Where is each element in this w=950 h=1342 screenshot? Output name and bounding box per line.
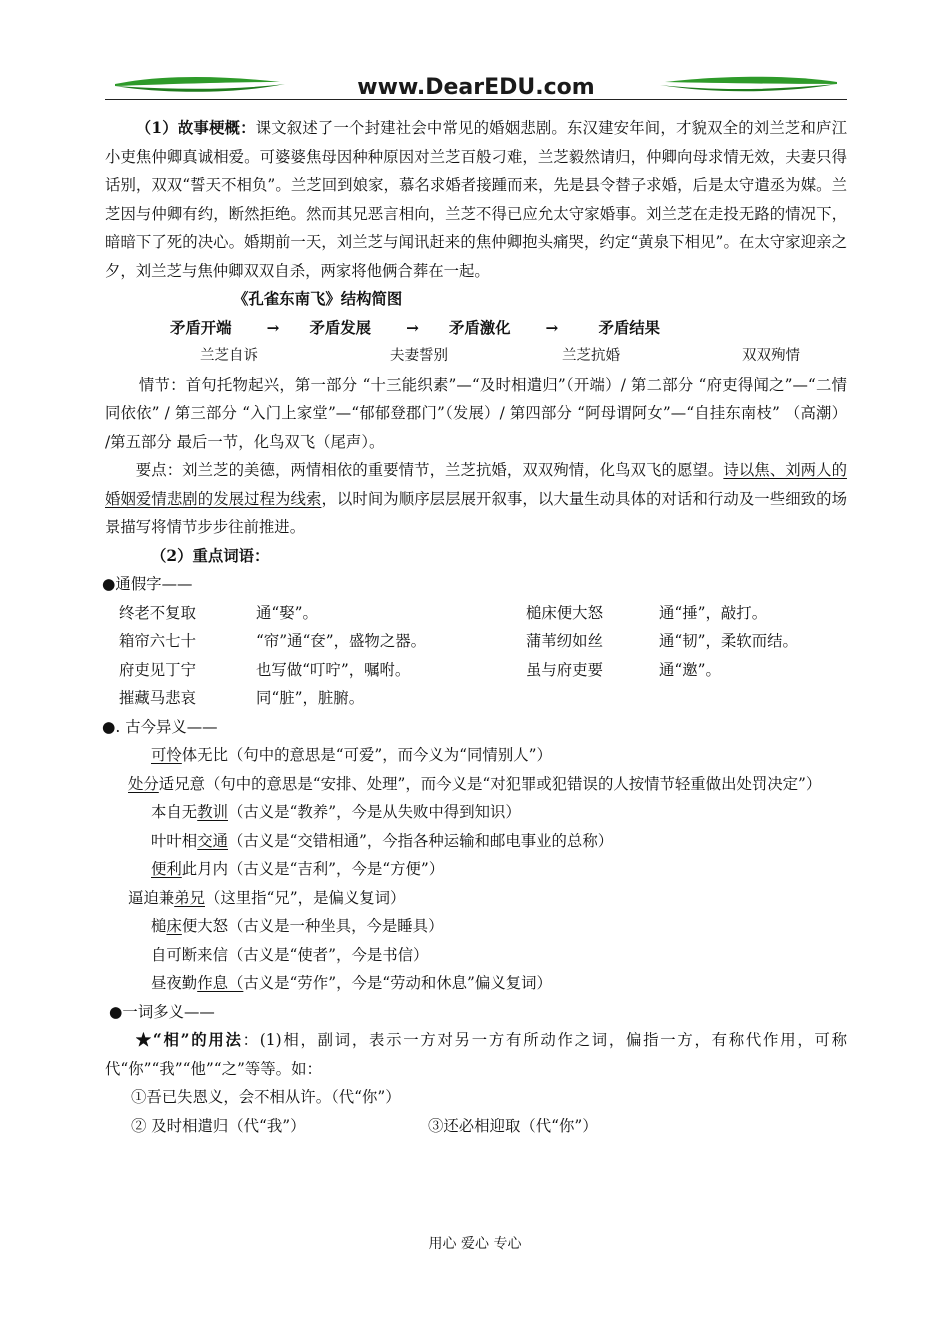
table-cell: 终老不复取	[119, 603, 196, 622]
gujin-note: 古义是“劳作”，今是“劳动和休息”偏义复词）	[243, 974, 552, 992]
gujin-word: 弟兄	[174, 888, 205, 907]
gujin-item	[105, 969, 847, 998]
table-cell: 槌床便大怒	[526, 603, 603, 622]
dearedu-logo-icon	[105, 60, 847, 102]
gujin-item	[105, 912, 847, 941]
arrow-icon: →	[545, 318, 559, 337]
gujin-note: （古义是“使者”，今是书信）	[227, 945, 429, 964]
sub-start: 兰芝自诉	[200, 348, 258, 364]
gujin-word: 处分	[128, 774, 159, 793]
gujin-note: 体无比（句中的意思是“可爱”，而今义为“同情别人”）	[181, 746, 552, 764]
header-rule	[105, 99, 847, 100]
gujin-word: 交通	[197, 831, 228, 850]
page-footer: 用心 爱心 专心	[428, 1236, 522, 1252]
gujin-note: 适兄意（句中的意思是“安排、处理”，而今义是“对犯罪或犯错误的人按情节轻重做出处罚决定”）	[158, 774, 822, 793]
table-cell: 通“捶”，敲打。	[659, 603, 768, 622]
structure-subtitles	[105, 342, 847, 371]
table-cell: 摧藏马悲哀	[119, 689, 196, 707]
stage-develop: 矛盾发展	[309, 318, 372, 337]
example-1: ①吾已失恩义，会不相从许。（代“你”）	[131, 1088, 401, 1106]
plot-paragraph: 情节：首句托物起兴，第一部分 “十三能织素”—“及时相遣归”（开端）/ 第二部分 “府吏得闻之”—“二情同依依” / 第三部分 “入门上家堂”—“郁郁登郡门”（发展）/ 第四部分 “阿母谓阿女”—“自挂东南枝” （高潮） /第五部分 最后一节，化鸟双飞（尾声）。	[105, 375, 847, 451]
structure-flow	[105, 314, 847, 343]
tongjia-heading: ●通假字——	[102, 575, 193, 593]
gujin-prefix: 昼夜勤	[151, 974, 198, 992]
tongjia-table	[105, 599, 847, 713]
key-points-text-rest: ，以时间为顺序层层展开叙事，以大量生动具体的对话和行动及一些细致的场景描写将情节步步往前推进。	[105, 489, 847, 536]
key-points-underlined: 诗以焦、刘两人的婚姻爱情悲剧的发展过程为线索	[105, 461, 847, 508]
table-cell: 也写做“叮咛”，嘱咐。	[256, 660, 411, 679]
gujin-note: 此月内（古义是“吉利”，今是“方便”）	[181, 860, 445, 878]
example-row	[105, 1112, 847, 1141]
gujin-item	[105, 941, 847, 970]
duoyi-text: ：(1)相，副词，表示一方对另一方有所动作之词，偏指一方，有称代作用，可称代“你”“我”“他”“之”等等。如：	[105, 1031, 847, 1078]
duoyi-paragraph	[105, 1026, 847, 1083]
table-cell: 同“脏”，脏腑。	[256, 689, 365, 707]
gujin-word: 床	[166, 917, 182, 935]
gujin-note: 便大怒（古义是一种坐具，今是睡具）	[181, 917, 444, 935]
gujin-prefix: 自可断来信	[151, 945, 228, 964]
main-content	[102, 114, 847, 1140]
gujin-item	[105, 884, 847, 913]
gujin-item	[105, 855, 847, 884]
duoyi-label: ★“相”的用法	[135, 1031, 243, 1049]
gujin-prefix: 逼迫兼	[128, 888, 175, 907]
gujin-prefix: 叶叶相	[151, 831, 198, 850]
gujin-item	[105, 741, 847, 770]
gujin-item	[105, 798, 847, 827]
gujin-note: （古义是“教养”，今是从失败中得到知识）	[227, 803, 521, 821]
section2-heading: （2）重点词语：	[151, 546, 270, 565]
sub-develop: 夫妻誓别	[390, 348, 448, 364]
table-cell: 虽与府吏要	[526, 660, 603, 679]
gujin-word: 作息（	[197, 974, 244, 992]
table-cell: 蒲苇纫如丝	[526, 632, 603, 650]
key-points-text: 要点：刘兰芝的美德，两情相依的重要情节，兰芝抗婚，双双殉情，化鸟双飞的愿望。	[135, 461, 724, 479]
table-cell: 通“邀”。	[659, 660, 721, 679]
table-cell: 府吏见丁宁	[119, 660, 196, 679]
logo-text: www.DearEDU.com	[357, 75, 595, 100]
sub-climax: 兰芝抗婚	[562, 348, 620, 364]
gujin-word: 便利	[151, 860, 182, 878]
gujin-item	[105, 827, 847, 856]
structure-title: 《孔雀东南飞》结构简图	[233, 290, 403, 308]
gujin-note: （这里指“兄”，是偏义复词）	[204, 888, 406, 907]
stage-result: 矛盾结果	[598, 318, 661, 337]
gujin-prefix: 本自无	[151, 803, 198, 821]
table-cell: 通“娶”。	[256, 603, 318, 622]
key-points-paragraph	[105, 456, 847, 542]
gujin-item	[105, 770, 847, 799]
arrow-icon: →	[406, 318, 419, 337]
gujin-word: 教训	[197, 803, 228, 821]
arrow-icon: →	[266, 318, 280, 337]
table-cell: 箱帘六七十	[119, 632, 196, 650]
story-summary-label: （1）故事梗概：	[135, 119, 256, 137]
story-summary-text: 课文叙述了一个封建社会中常见的婚姻悲剧。东汉建安年间，才貌双全的刘兰芝和庐江小吏焦仲卿真诚相爱。可婆婆焦母因种种原因对兰芝百般刁难，兰芝毅然请归，仲卿向母求情无效，夫妻只得话别，双双“誓天不相负”。兰芝回到娘家，慕名求婚者接踵而来，先是县令替子求婚，后是太守遣丞为媒。兰芝因与仲卿有约，断然拒绝。然而其兄恶言相向，兰芝不得已应允太守家婚事。刘兰芝在走投无路的情况下，暗暗下了死的决心。婚期前一天，刘兰芝与闻讯赶来的焦仲卿抱头痛哭，约定“黄泉下相见”。在太守家迎亲之夕，刘兰芝与焦仲卿双双自杀，两家将他俩合葬在一起。	[105, 119, 847, 280]
table-cell: “帘”通“奁”，盛物之器。	[256, 632, 426, 650]
table-cell	[526, 684, 659, 713]
stage-climax: 矛盾激化	[448, 318, 511, 337]
gujin-word: 可怜	[151, 746, 182, 764]
duoyi-heading: ●一词多义——	[109, 1002, 215, 1021]
sub-result: 双双殉情	[742, 348, 800, 364]
gujin-prefix: 槌	[151, 917, 167, 935]
stage-start: 矛盾开端	[170, 318, 232, 337]
gujin-heading: ●. 古今异义——	[102, 717, 218, 736]
site-header-banner	[105, 60, 847, 102]
table-cell	[659, 684, 859, 713]
gujin-note: （古义是“交错相通”，今指各种运输和邮电事业的总称）	[227, 831, 614, 850]
example-3: ③还必相迎取（代“你”）	[428, 1116, 598, 1135]
story-summary-paragraph	[105, 114, 847, 285]
example-2: ② 及时相遣归（代“我”）	[131, 1116, 306, 1135]
table-cell: 通“韧”，柔软而结。	[659, 632, 798, 650]
